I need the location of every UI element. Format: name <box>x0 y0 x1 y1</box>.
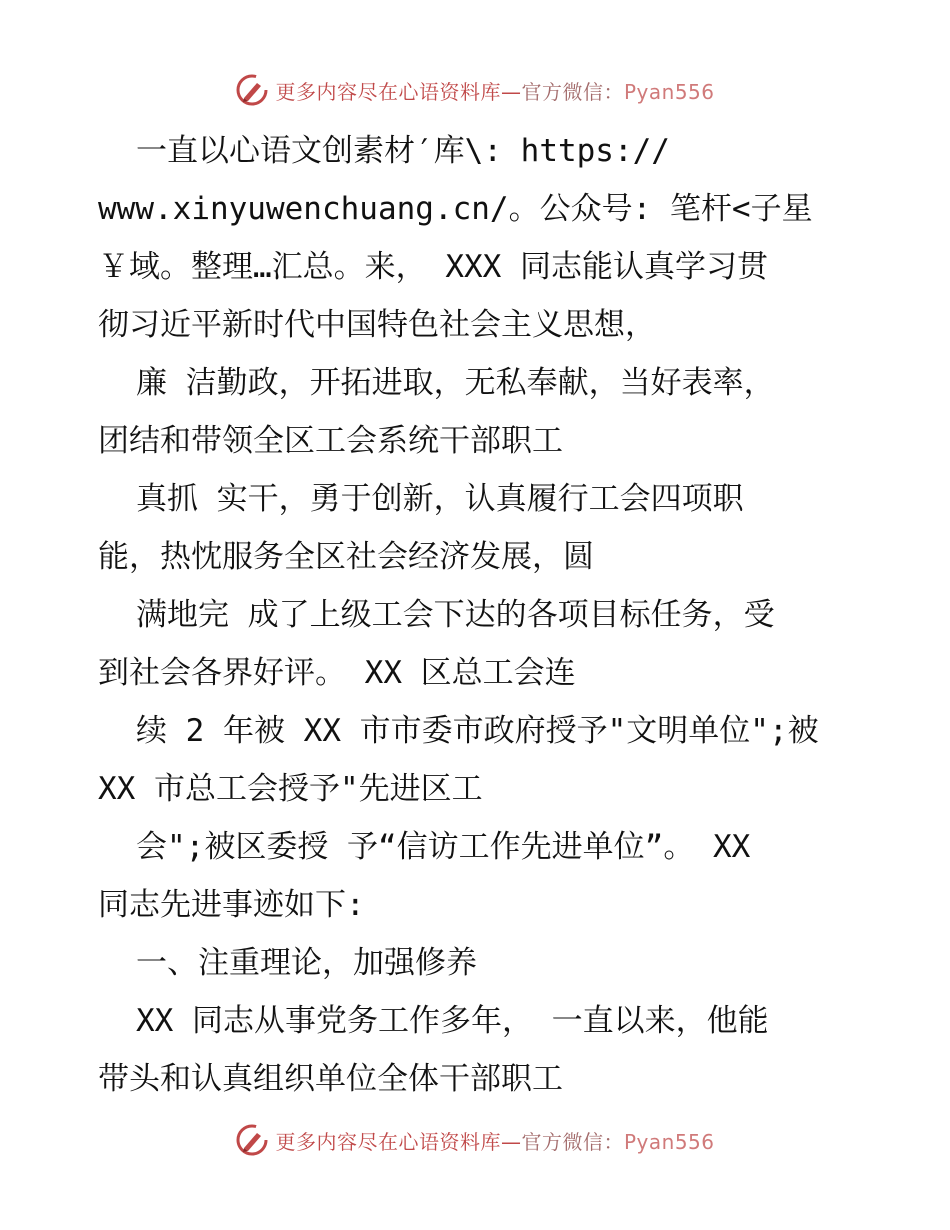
body-line-4: 彻习近平新时代中国特色社会主义思想， <box>98 307 656 343</box>
body-line-3: ￥域。整理…汇总。来， XXX 同志能认真学习贯 <box>98 249 768 285</box>
body-line-12: XX 市总工会授予"先进区工 <box>98 771 483 807</box>
body-line-16: XX 同志从事党务工作多年， 一直以来，他能 <box>136 1003 769 1039</box>
body-line-17: 带头和认真组织单位全体干部职工 <box>98 1061 563 1097</box>
body-line-13: 会";被区委授 予“信访工作先进单位”。 XX <box>136 829 751 865</box>
banner-account: Pyan556 <box>623 79 715 104</box>
footer-banner-text <box>275 1126 714 1155</box>
banner-title: 更多内容尽在心语资料库 <box>275 1129 501 1154</box>
body-line-6: 团结和带领全区工会系统干部职工 <box>98 423 563 459</box>
body-line-7: 真抓 实干，勇于创新，认真履行工会四项职 <box>136 481 744 517</box>
body-line-10: 到社会各界好评。 XX 区总工会连 <box>98 655 576 691</box>
header-banner <box>0 70 950 110</box>
body-line-11: 续 2 年被 XX 市市委市政府授予"文明单位";被 <box>136 713 819 749</box>
pen-circle-logo-icon <box>235 73 269 107</box>
body-line-9: 满地完 成了上级工会下达的各项目标任务，受 <box>136 597 775 633</box>
body-line-1: 一直以心语文创素材′库\: https:// <box>136 133 670 169</box>
banner-dash: — <box>500 79 522 104</box>
header-banner-text <box>275 76 714 105</box>
body-line-14: 同志先进事迹如下: <box>98 887 365 923</box>
footer-banner <box>0 1120 950 1160</box>
banner-account: Pyan556 <box>623 1129 715 1154</box>
banner-wechat-label: 官方微信： <box>521 79 624 104</box>
banner-dash: — <box>500 1129 522 1154</box>
document-body <box>98 122 868 1108</box>
banner-wechat-label: 官方微信： <box>521 1129 624 1154</box>
body-line-8: 能，热忱服务全区社会经济发展，圆 <box>98 539 594 575</box>
banner-title: 更多内容尽在心语资料库 <box>275 79 501 104</box>
pen-circle-logo-icon <box>235 1123 269 1157</box>
body-line-5: 廉 洁勤政，开拓进取，无私奉献，当好表率， <box>136 365 775 401</box>
body-line-2: www.xinyuwenchuang.cn/。公众号: 笔杆<子星 <box>98 191 813 227</box>
section-heading: 一、注重理论，加强修养 <box>136 945 477 981</box>
